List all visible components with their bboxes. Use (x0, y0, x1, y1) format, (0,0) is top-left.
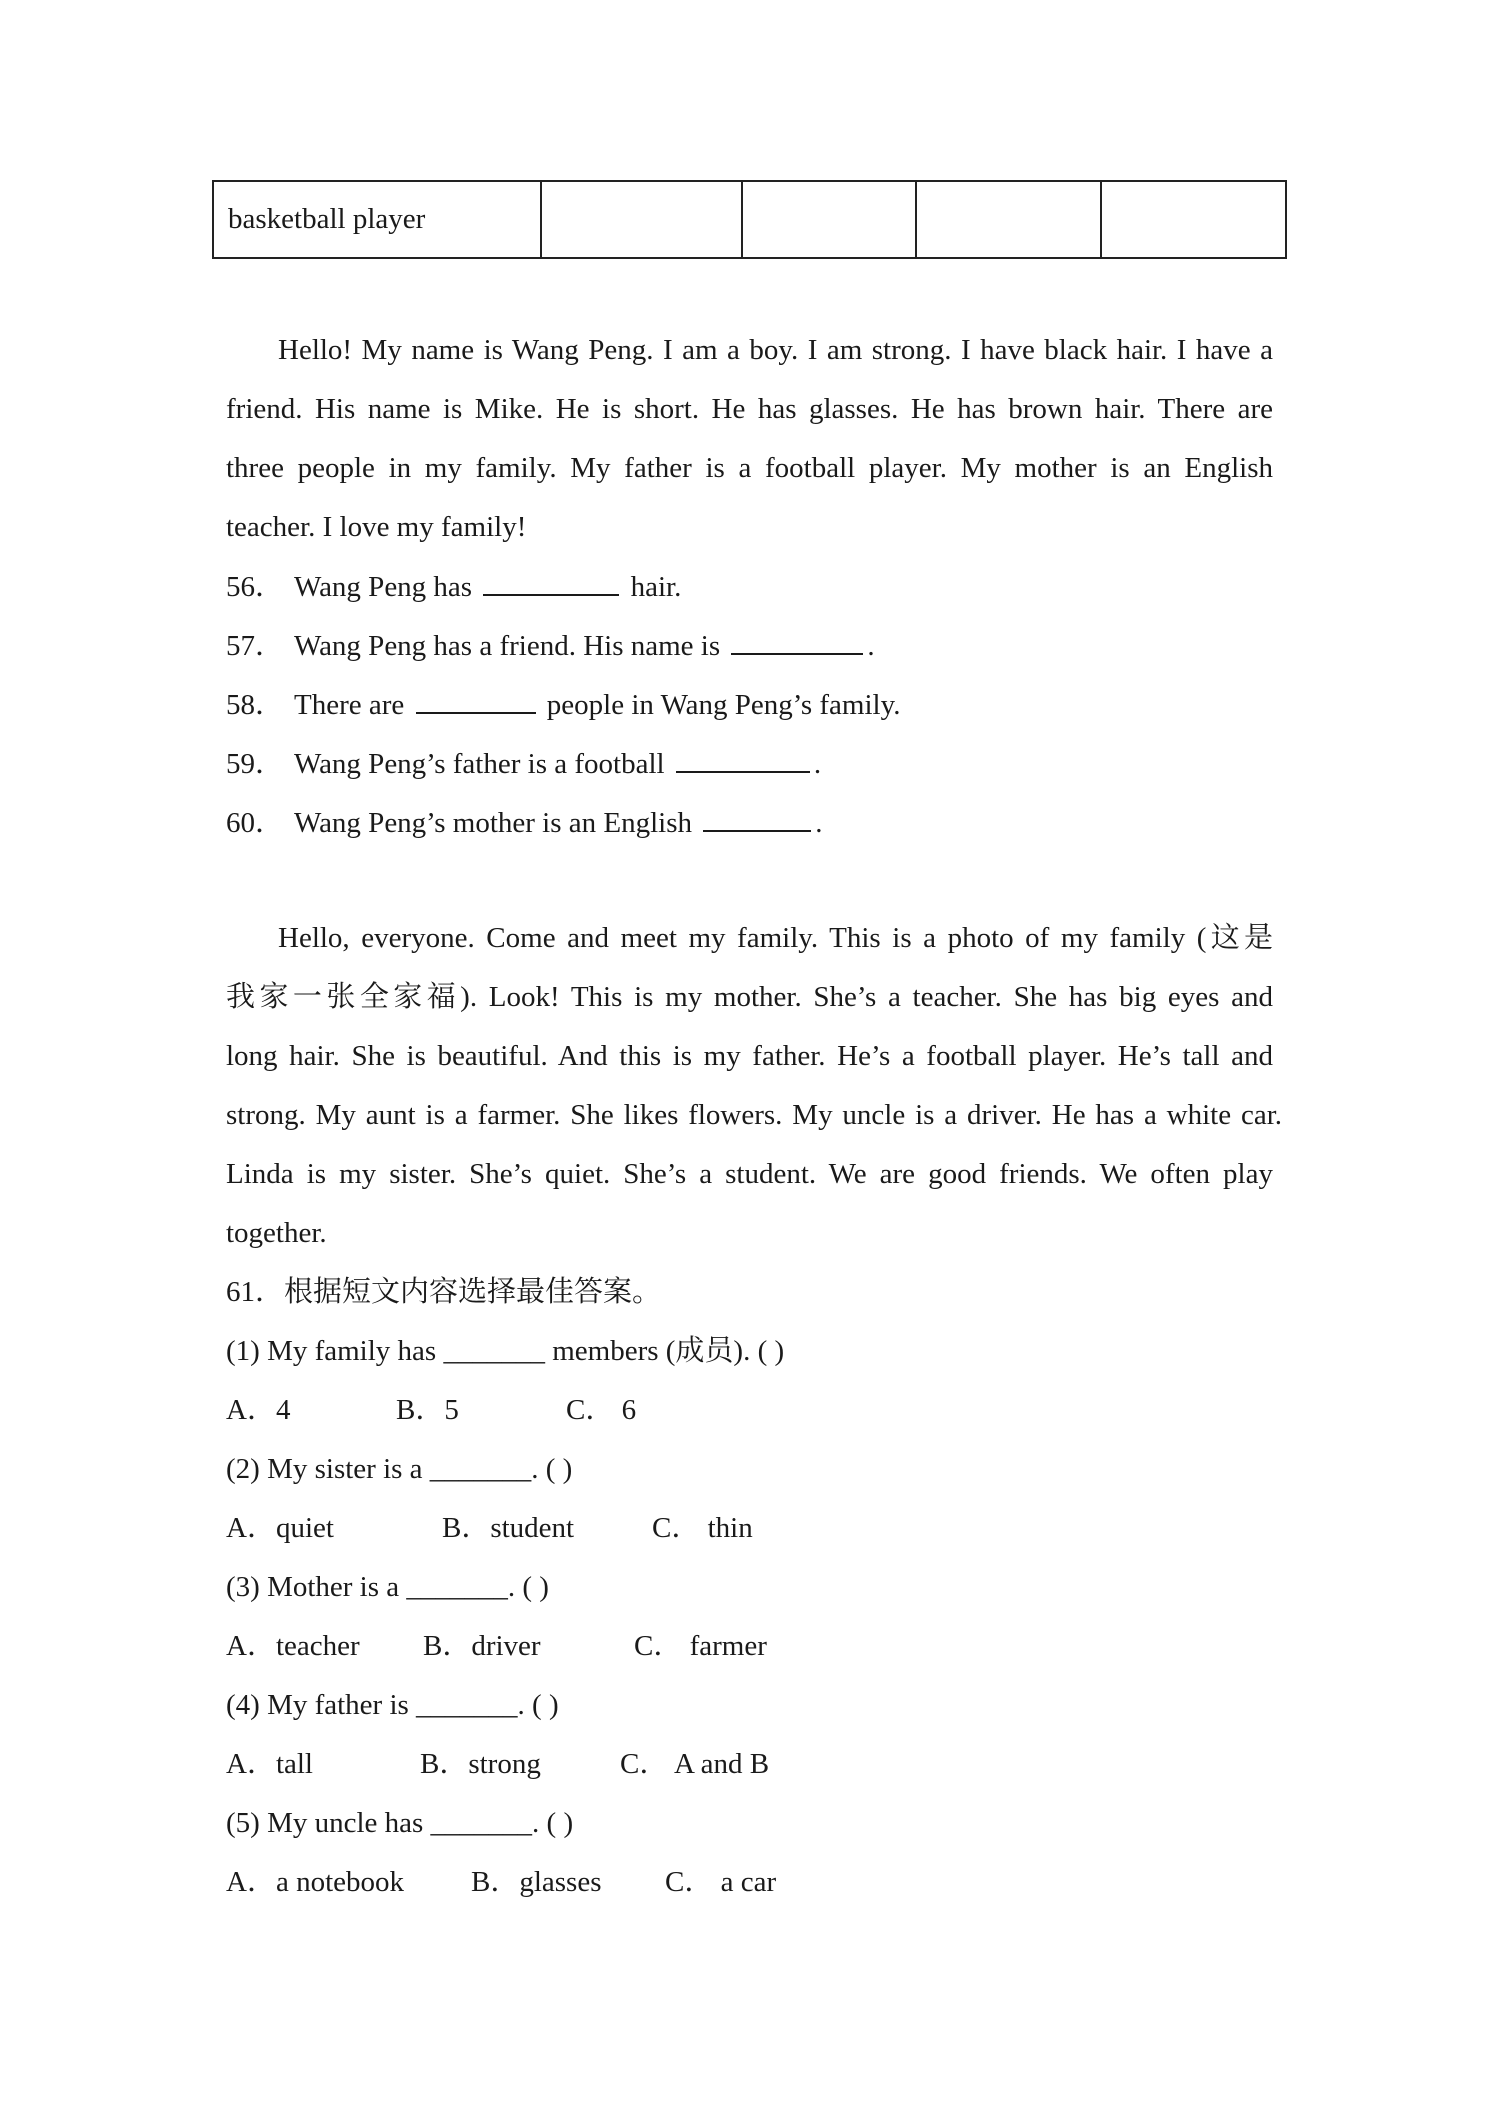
passage2-line: Linda is my sister. She’s quiet. She’s a student. We are good friends. We often play (226, 1158, 1273, 1190)
question-number: 60． (226, 807, 285, 839)
question-61-title: 61．根据短文内容选择最佳答案。 (226, 1276, 662, 1308)
option-a[interactable]: A．quiet (226, 1512, 334, 1544)
passage2-line: long hair. She is beautiful. And this is my father. He’s a football player. He’s tall and (226, 1040, 1273, 1072)
question-text: Wang Peng has (294, 571, 473, 603)
passage2-line: 我家一张全家福). Look! This is my mother. She’s a teacher. She has big eyes and (226, 981, 1273, 1013)
q61-item-stem: (5) My uncle has _______. ( ) (226, 1807, 574, 1839)
question-57 (226, 625, 875, 665)
question-number: 59． (226, 748, 285, 780)
option-c[interactable]: C． 6 (566, 1394, 637, 1426)
passage1-line: teacher. I love my family! (226, 511, 527, 543)
option-c[interactable]: C． A and B (620, 1748, 770, 1780)
option-b[interactable]: B．glasses (471, 1866, 602, 1898)
question-text-end: hair. (630, 571, 682, 603)
table-cell-empty (742, 181, 916, 258)
question-number: 57． (226, 630, 285, 662)
option-c[interactable]: C． thin (652, 1512, 753, 1544)
question-text-end: . (815, 807, 823, 839)
table-cell-empty (1101, 181, 1286, 258)
answer-table (212, 180, 1287, 259)
q61-item-stem: (2) My sister is a _______. ( ) (226, 1453, 573, 1485)
table-row (213, 181, 1286, 258)
option-b[interactable]: B．strong (420, 1748, 541, 1780)
option-a[interactable]: A．a notebook (226, 1866, 404, 1898)
question-59 (226, 743, 821, 783)
answer-blank[interactable] (676, 743, 810, 773)
q61-item-stem: (1) My family has _______ members (成员). ( ) (226, 1335, 785, 1367)
answer-blank[interactable] (731, 625, 863, 655)
table-cell-empty (916, 181, 1101, 258)
answer-blank[interactable] (483, 566, 619, 596)
option-b[interactable]: B．driver (423, 1630, 541, 1662)
table-cell-empty (541, 181, 742, 258)
passage2-line: together. (226, 1217, 327, 1249)
passage2-line: strong. My aunt is a farmer. She likes flowers. My uncle is a driver. He has a white car. (226, 1099, 1282, 1131)
option-b[interactable]: B．student (442, 1512, 575, 1544)
q61-item-stem: (3) Mother is a _______. ( ) (226, 1571, 549, 1603)
q61-item-options (226, 1626, 767, 1666)
question-text-end: . (867, 630, 875, 662)
question-text: Wang Peng’s father is a football (294, 748, 665, 780)
passage2-line: Hello, everyone. Come and meet my family. This is a photo of my family (这是 (278, 922, 1273, 954)
passage1-line: three people in my family. My father is a football player. My mother is an English (226, 452, 1273, 484)
q61-item-options (226, 1744, 769, 1784)
option-c[interactable]: C． a car (665, 1866, 777, 1898)
question-text-end: . (813, 748, 822, 780)
question-text: Wang Peng has a friend. His name is (294, 630, 721, 662)
q61-item-stem: (4) My father is _______. ( ) (226, 1689, 559, 1721)
question-number: 58． (226, 689, 285, 721)
question-text-end: people in Wang Peng’s family. (546, 689, 901, 721)
answer-blank[interactable] (416, 684, 536, 714)
option-a[interactable]: A．tall (226, 1748, 313, 1780)
q61-item-options (226, 1862, 776, 1902)
option-b[interactable]: B．5 (396, 1394, 459, 1426)
question-text: Wang Peng’s mother is an English (294, 807, 693, 839)
question-text: There are (294, 689, 405, 721)
option-c[interactable]: C． farmer (634, 1630, 767, 1662)
q61-item-options (226, 1390, 636, 1430)
answer-blank[interactable] (703, 802, 811, 832)
question-58 (226, 684, 900, 724)
question-56 (226, 566, 681, 606)
option-a[interactable]: A．4 (226, 1394, 291, 1426)
question-60 (226, 802, 823, 842)
table-cell-label: basketball player (213, 181, 541, 258)
option-a[interactable]: A．teacher (226, 1630, 360, 1662)
passage1-line: friend. His name is Mike. He is short. He has glasses. He has brown hair. There are (226, 393, 1273, 425)
passage1-line: Hello! My name is Wang Peng. I am a boy. I am strong. I have black hair. I have a (278, 334, 1273, 366)
question-number: 56． (226, 571, 285, 603)
q61-item-options (226, 1508, 753, 1548)
